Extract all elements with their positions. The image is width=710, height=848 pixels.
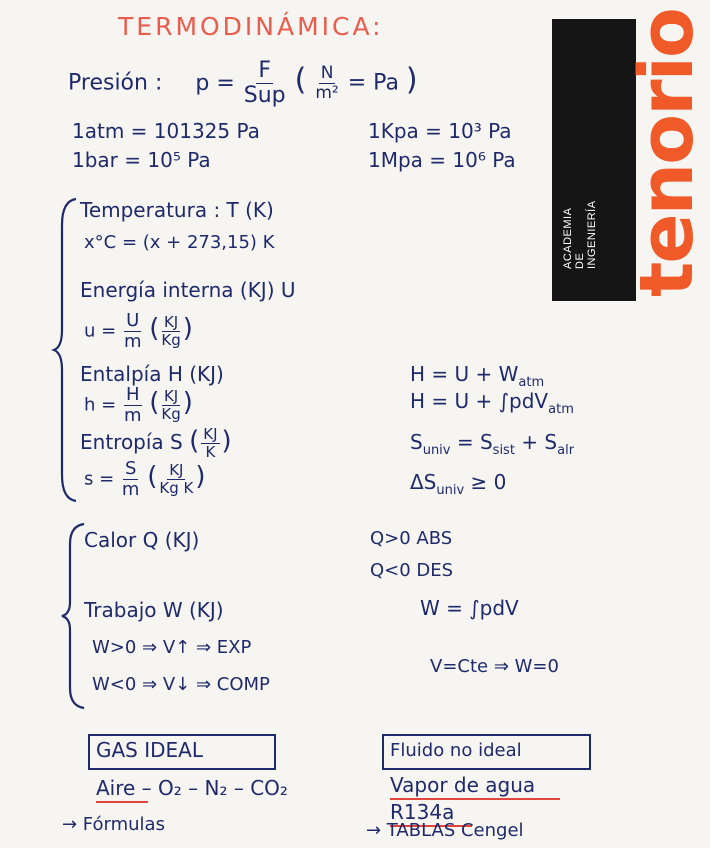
h-unit-num: KJ [163,387,179,405]
energia-label: Energía interna (KJ) U [80,278,296,302]
u-formula: u = $\frac{U}{m}$ ( $\frac{KJ}{Kg}$ ) [84,310,193,352]
tenorio-logo [552,9,710,301]
w-negative: W<0 ⇒ V↓ ⇒ COMP [92,674,270,695]
temp-conversion: x°C = (x + 273,15) K [84,232,275,253]
h-fraction [124,386,142,425]
s-unit2-den: Kg K [159,479,194,497]
vapor-label: Vapor de agua [390,773,536,797]
presion-lhs: p = [195,70,235,96]
entropia-unit-fraction [201,427,219,460]
s-univ-eq: = S [450,430,493,454]
conv-mpa: 1Mpa = 10⁶ Pa [368,148,516,172]
u-frac-num: U [126,310,140,331]
s-formula: s = $\frac{S}{m}$ ( $\frac{KJ}{\text{Kg K}}$ ) [84,458,206,500]
h-eq2-sub: atm [548,402,574,417]
h-lhs: h = [84,394,117,416]
h-frac-num: H [125,384,140,405]
s-sist-sub: sist [492,443,515,458]
s-unit2-num: KJ [169,461,184,479]
entropia-unit-num: KJ [203,425,218,443]
h-frac-den: m [123,405,142,426]
entropia-label: Entropía S [80,430,183,454]
delta-s-equation [410,470,506,498]
u-frac-den: m [123,331,142,352]
delta-s: ΔS [410,470,437,494]
fluido-label: Fluido no ideal [390,740,522,761]
s-univ: S [410,430,423,454]
presion-unit-eq: = Pa [347,70,399,96]
presion-line: Presión : p = $\frac{F}{\text{Sup}}$ ( $\frac{N}{\text{m²}}$ = Pa ) [68,58,418,108]
brace-group-1 [50,195,80,505]
u-unit-den: Kg [161,331,181,349]
page-title: TERMODINÁMICA: [118,12,384,41]
conv-atm: 1atm = 101325 Pa [72,119,260,143]
presion-label: Presión : [68,70,163,96]
presion-unit-num: N [320,63,334,83]
u-unit-fraction [161,315,180,348]
q-negative: Q<0 DES [370,560,454,581]
gas-ideal-label: GAS IDEAL [96,738,203,762]
s-fraction [122,460,140,499]
h-formula: h = $\frac{H}{m}$ ( $\frac{KJ}{Kg}$ ) [84,384,193,426]
calor-label: Calor Q (KJ) [84,528,200,552]
trabajo-label: Trabajo W (KJ) [84,598,224,622]
s-univ-equation [410,430,574,458]
presion-unit-den: m² [315,83,339,103]
entropia-unit-den: K [205,443,216,461]
q-positive: Q>0 ABS [370,528,453,549]
presion-frac-num: F [258,58,272,83]
conv-bar: 1bar = 10⁵ Pa [72,148,211,172]
aire-label: Aire – O₂ – N₂ – CO₂ [96,776,288,800]
entropia-line: Entropía S ( $\frac{KJ}{K}$ ) [80,425,232,461]
entalpia-label: Entalpía H (KJ) [80,362,224,386]
u-fraction [124,312,142,351]
w-positive: W>0 ⇒ V↑ ⇒ EXP [92,637,252,658]
u-unit-num: KJ [163,313,179,331]
aire-underline [96,801,148,803]
formulas-label: → Fórmulas [62,814,165,835]
s-lhs: s = [84,468,115,490]
h-unit-fraction [161,389,180,422]
tablas-label: → TABLAS Cengel [366,820,524,841]
delta-s-rhs: ≥ 0 [464,470,507,494]
s-unit-fraction [159,463,193,496]
h-eq1-sub: atm [518,375,545,390]
delta-s-sub: univ [436,483,465,498]
h-unit-den: Kg [161,405,181,423]
h-equation-2 [410,389,574,417]
v-constant: V=Cte ⇒ W=0 [430,656,559,677]
logo-subtitle: ACADEMIA DE INGENIERÍA [562,200,598,269]
presion-fraction [244,60,286,107]
s-plus: + S [514,430,558,454]
w-formula: W = ∫pdV [420,596,519,620]
s-frac-den: m [121,479,140,500]
logo-word: tenorio [624,9,710,297]
presion-unit-fraction [315,65,338,102]
h-equation-1 [410,362,544,390]
presion-frac-den: Sup [243,83,286,108]
temperatura-label: Temperatura : T (K) [80,198,274,222]
h-eq2-text: H = U + ∫pdV [410,389,549,413]
r134a-label: R134a [390,800,455,824]
conv-kpa: 1Kpa = 10³ Pa [368,119,512,143]
s-univ-sub: univ [422,443,451,458]
h-eq1-text: H = U + W [410,362,519,386]
u-lhs: u = [84,320,117,342]
s-alr-sub: alr [557,443,575,458]
s-frac-num: S [124,458,137,479]
